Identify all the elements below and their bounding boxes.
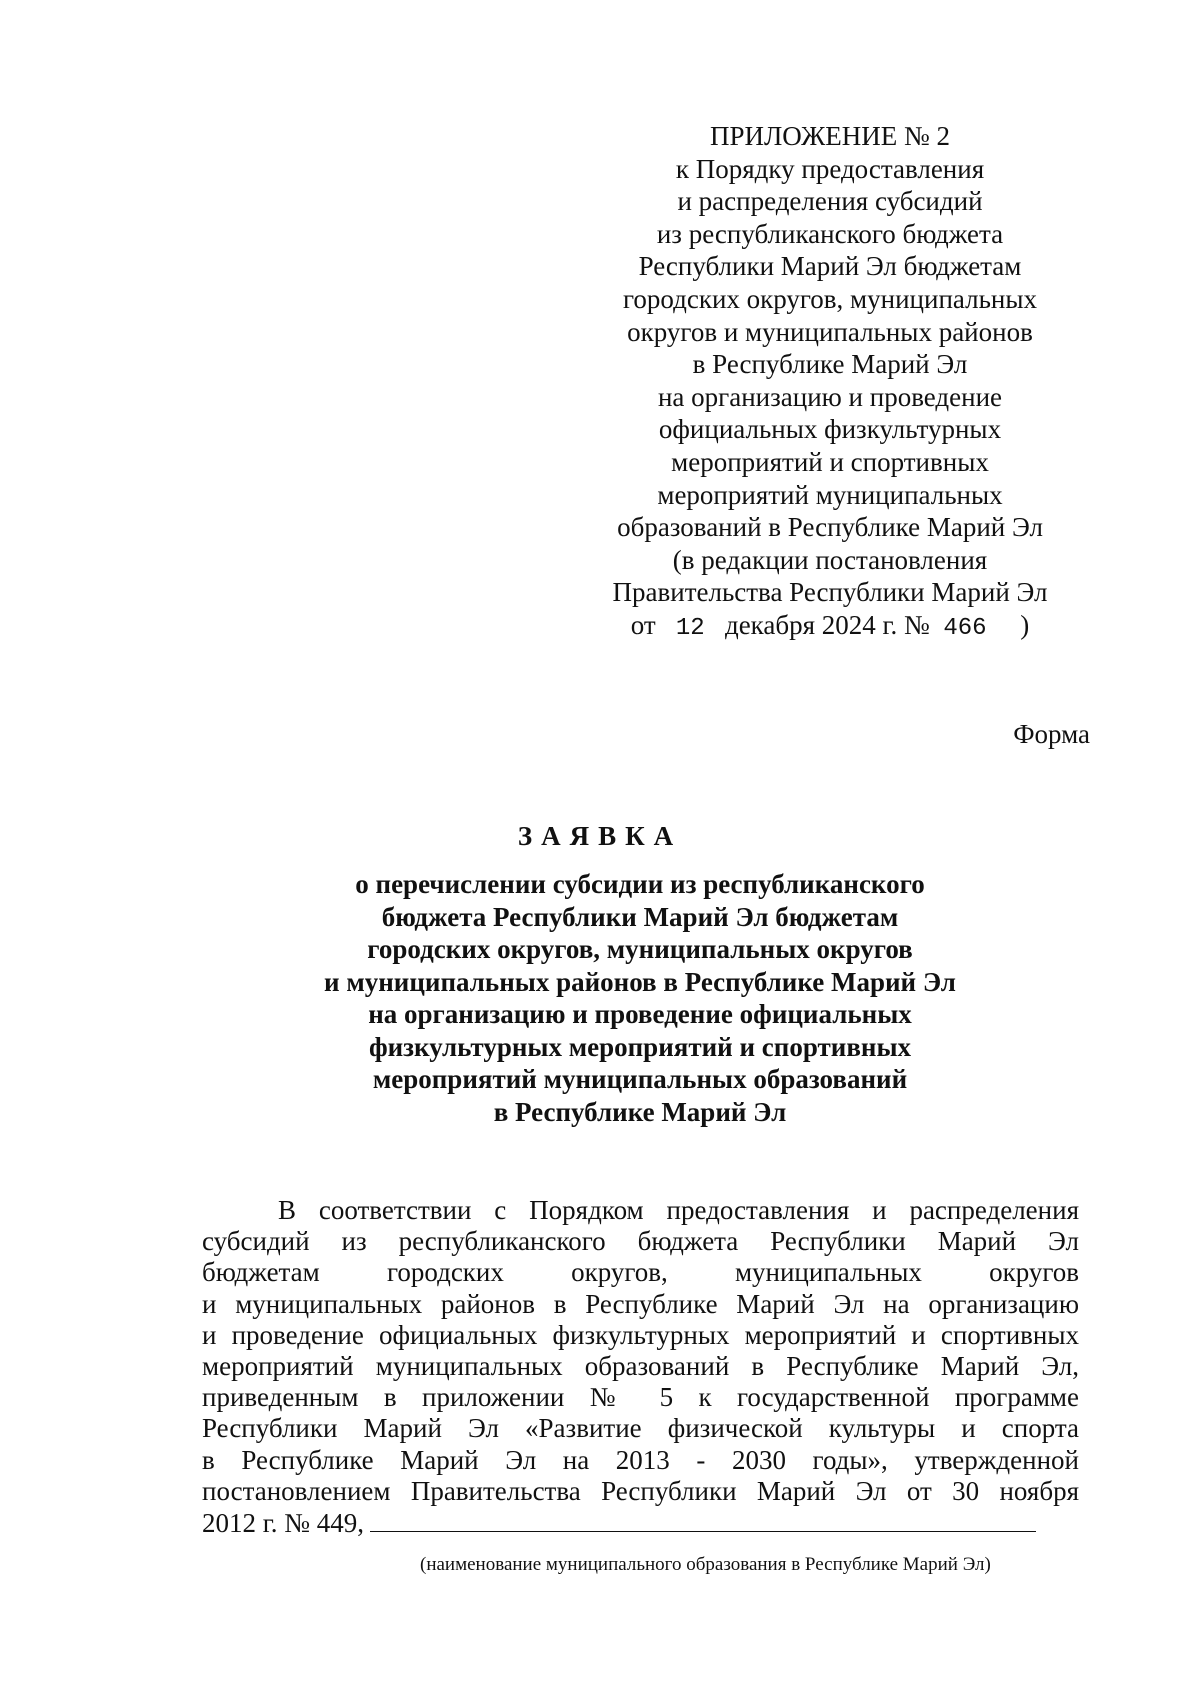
field-caption: (наименование муниципального образования в Республике Марий Эл) <box>420 1554 991 1575</box>
appendix-line: мероприятий муниципальных <box>657 479 1003 510</box>
appendix-line: Республики Марий Эл бюджетам <box>638 251 1022 282</box>
resolution-number: 466 <box>943 614 987 642</box>
body-line: Республики Марий Эл «Развитие физической культуры и спорта <box>202 1413 1079 1444</box>
body-line: мероприятий муниципальных образований в Республике Марий Эл, <box>202 1350 1079 1381</box>
subtitle-line: о перечислении субсидии из республиканского <box>355 869 925 899</box>
subtitle-line: в Республике Марий Эл <box>493 1096 787 1127</box>
date-suffix: ) <box>1020 609 1030 640</box>
subtitle-line: городских округов, муниципальных округов <box>367 934 913 964</box>
municipality-name-field[interactable] <box>370 1507 1036 1532</box>
appendix-line: (в редакции постановления <box>672 544 988 575</box>
appendix-line: округов и муниципальных районов <box>627 316 1033 347</box>
appendix-line: образований в Республике Марий Эл <box>617 512 1043 543</box>
body-line: бюджетам городских округов, муниципальных округов <box>202 1257 1079 1288</box>
body-line: В соответствии с Порядком предоставления и распределения <box>278 1195 1079 1225</box>
appendix-line: городских округов, муниципальных <box>622 283 1037 314</box>
body-paragraph <box>202 1195 1079 1538</box>
body-line: и проведение официальных физкультурных мероприятий и спортивных <box>202 1319 1079 1350</box>
document-subtitle <box>200 868 1080 1128</box>
subtitle-line: физкультурных мероприятий и спортивных <box>368 1031 912 1062</box>
subtitle-line: бюджета Республики Марий Эл бюджетам <box>381 901 899 932</box>
subtitle-line: мероприятий муниципальных образований <box>372 1064 908 1094</box>
appendix-line: и распределения субсидий <box>677 186 983 217</box>
date-prefix: от <box>630 609 656 640</box>
subtitle-line: на организацию и проведение официальных <box>368 999 912 1029</box>
appendix-line: на организацию и проведение <box>657 381 1003 412</box>
appendix-line: мероприятий и спортивных <box>671 446 989 477</box>
document-title: ЗАЯВКА <box>517 821 683 851</box>
appendix-line: Правительства Республики Марий Эл <box>612 577 1048 608</box>
appendix-line: в Республике Марий Эл <box>692 349 968 380</box>
appendix-line: официальных физкультурных <box>658 414 1002 445</box>
date-month-year: декабря 2024 г. № <box>724 609 930 640</box>
body-line: постановлением Правительства Республики Марий Эл от 30 ноября <box>202 1475 1079 1506</box>
date-day: 12 <box>675 614 705 642</box>
body-line: субсидий из республиканского бюджета Республики Марий Эл <box>202 1226 1079 1257</box>
body-line: приведенным в приложении № 5 к государственной программе <box>202 1382 1079 1413</box>
subtitle-line: и муниципальных районов в Республике Марий Эл <box>324 966 956 997</box>
amendment-date-line <box>585 609 1075 646</box>
body-line: в Республике Марий Эл на 2013 - 2030 годы», утвержденной <box>202 1444 1079 1475</box>
appendix-line: из республиканского бюджета <box>656 218 1004 249</box>
appendix-header <box>585 120 1075 646</box>
appendix-line: ПРИЛОЖЕНИЕ № 2 <box>709 121 951 151</box>
body-last-line-text: 2012 г. № 449, <box>202 1507 365 1538</box>
form-label: Форма <box>1013 719 1090 749</box>
body-line: и муниципальных районов в Республике Марий Эл на организацию <box>202 1288 1079 1319</box>
body-last-line <box>202 1507 1079 1538</box>
appendix-line: к Порядку предоставления <box>675 153 985 184</box>
